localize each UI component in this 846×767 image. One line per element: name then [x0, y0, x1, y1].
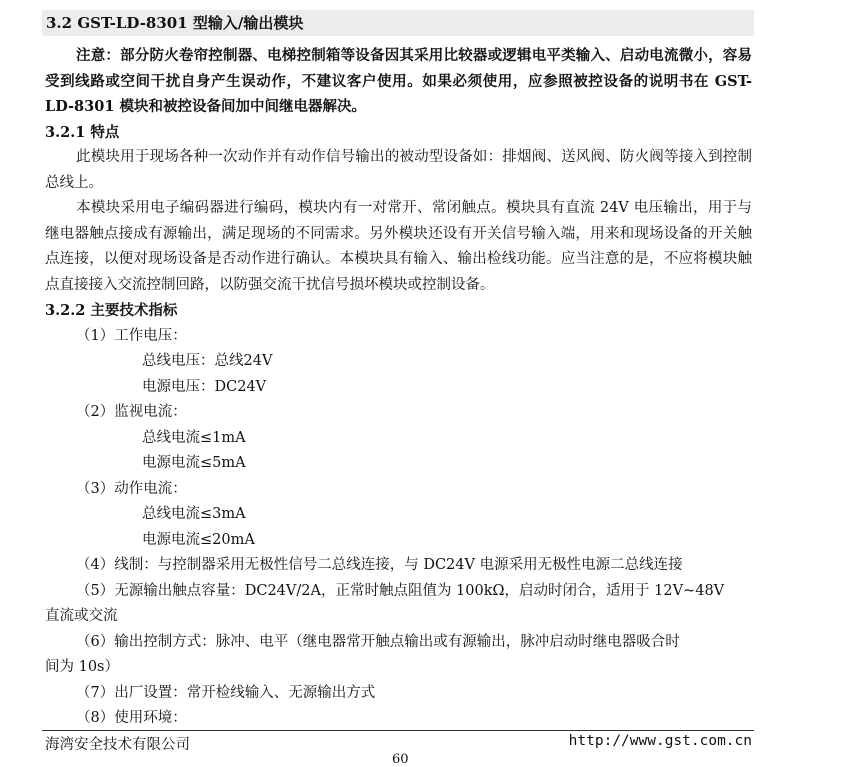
- spec-item-3-power-current: 电源电流≤20mA: [142, 531, 255, 548]
- spec-item-8: （8）使用环境：: [76, 710, 187, 726]
- spec-item-1-power-voltage: 电源电压：DC24V: [142, 378, 267, 395]
- spec-item-7: （7）出厂设置：常开检线输入、无源输出方式: [76, 684, 376, 701]
- spec-item-3: （3）动作电流：: [76, 480, 187, 497]
- content-body: [45, 43, 752, 732]
- spec-item-2-bus-current: 总线电流≤1mA: [142, 429, 246, 446]
- section-title: 3.2 GST-LD-8301 型输入/输出模块: [42, 10, 754, 36]
- spec-item-2: （2）监视电流：: [76, 404, 187, 420]
- spec-item-6-continued: 间为 10s）: [45, 659, 120, 675]
- spec-item-3-bus-current: 总线电流≤3mA: [142, 506, 246, 522]
- spec-item-1: （1）工作电压：: [76, 327, 187, 344]
- spec-item-2-power-current: 电源电流≤5mA: [142, 455, 246, 471]
- notice-paragraph: 注意：部分防火卷帘控制器、电梯控制箱等设备因其采用比较器或逻辑电平类输入、启动电流微小，容易受到线路或空间干扰自身产生误动作，不建议客户使用。如果必须使用，应参照被控设备的说明书在 GST-LD-8301 模块和被控设备间加中间继电器解决。: [45, 47, 752, 115]
- spec-item-5-continued: 直流或交流: [45, 608, 118, 624]
- footer-url[interactable]: http://www.gst.com.cn: [568, 733, 752, 749]
- spec-item-1-bus-voltage: 总线电压：总线24V: [142, 353, 273, 369]
- specs-heading: 3.2.2 主要技术指标: [45, 302, 178, 319]
- footer-divider: [42, 730, 754, 731]
- spec-item-4: （4）线制：与控制器采用无极性信号二总线连接，与 DC24V 电源采用无极性电源二总线连接: [76, 557, 683, 573]
- spec-item-6: （6）输出控制方式：脉冲、电平（继电器常开触点输出或有源输出，脉冲启动时继电器吸合时: [76, 633, 680, 650]
- features-heading: 3.2.1 特点: [45, 123, 120, 141]
- spec-item-5: （5）无源输出触点容量：DC24V/2A，正常时触点阻值为 100kΩ，启动时闭合，适用于 12V~48V: [76, 582, 725, 599]
- footer-company: 海湾安全技术有限公司: [45, 737, 190, 753]
- page-number: 60: [392, 752, 409, 767]
- features-paragraph-1: 此模块用于现场各种一次动作并有动作信号输出的被动型设备如：排烟阀、送风阀、防火阀等接入到控制总线上。: [45, 149, 752, 191]
- features-paragraph-2: 本模块采用电子编码器进行编码，模块内有一对常开、常闭触点。模块具有直流 24V 电压输出，用于与继电器触点接成有源输出，满足现场的不同需求。另外模块还设有开关信号输入端，用来和现场设备的开关触点连接，以便对现场设备是否动作进行确认。本模块具有输入、输出检线功能。应当注意的是，不应将模块触点直接接入交流控制回路，以防强交流干扰信号损坏模块或控制设备。: [45, 200, 752, 293]
